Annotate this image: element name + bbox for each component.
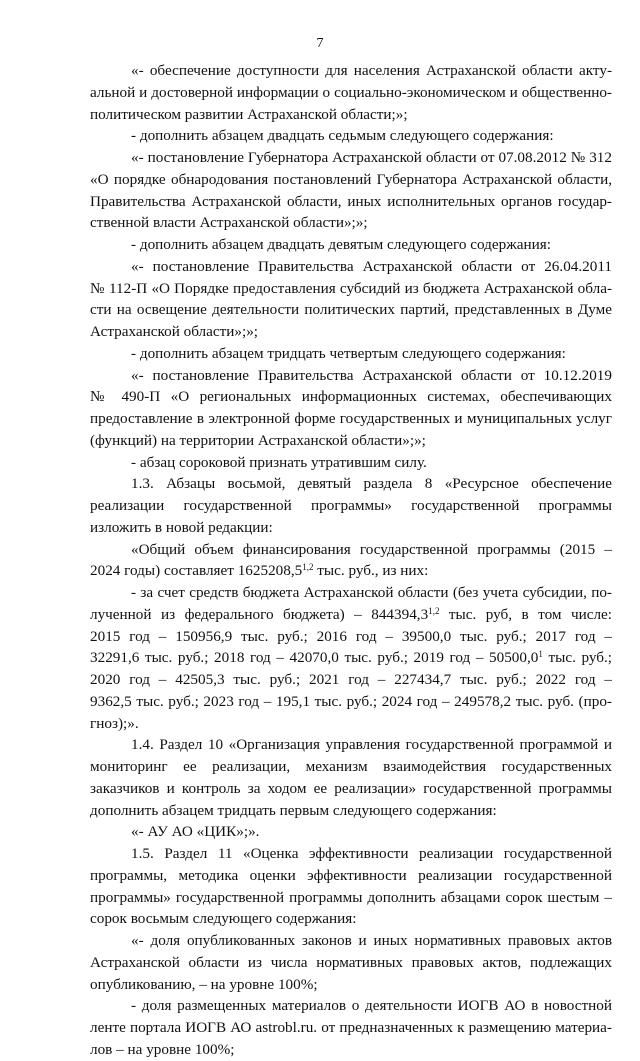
text-line-content: опубликованию, – на уровне 100%;: [90, 975, 318, 993]
text-line: [90, 147, 612, 169]
text-line-content: - за счет средств бюджета Астраханской области (без учета субсидии, по-: [131, 584, 612, 601]
text-line-content: ственной власти Астраханской области»;»;: [90, 214, 368, 232]
text-line: [90, 125, 612, 147]
text-line-content: Астраханской области»;»;: [90, 323, 259, 340]
text-line-content: 1.5. Раздел 11 «Оценка эффективности реализации государственной: [131, 845, 612, 862]
text-line-content: сти на освещение деятельности политических партий, представленных в Думе: [90, 301, 612, 319]
text-line-content: гноз);».: [90, 714, 139, 732]
text-line-content: 2015 год – 150956,9 тыс. руб.; 2016 год – 39500,0 тыс. руб.; 2017 год –: [90, 627, 612, 645]
text-line: [90, 60, 612, 82]
text-line: [90, 908, 612, 930]
text-line-content: 2020 год – 42505,3 тыс. руб.; 2021 год – 227434,7 тыс. руб.; 2022 год –: [90, 671, 612, 688]
text-line: [90, 169, 612, 191]
text-line: [90, 930, 612, 952]
text-line-content: лученной из федерального бюджета) – 844394,3: [90, 605, 429, 623]
text-line-content: - дополнить абзацем двадцать девятым следующего содержания:: [131, 236, 551, 253]
text-line-content: «- постановление Правительства Астраханской области от 10.12.2019: [131, 366, 612, 384]
text-line-content: мониторинг ее реализации, механизм взаимодействия государственных: [90, 758, 612, 775]
text-line-content: «Общий объем финансирования государственной программы (2015 –: [131, 540, 612, 558]
text-line: [90, 974, 612, 996]
text-line: [90, 321, 612, 343]
text-line: [90, 560, 612, 582]
text-line: [90, 234, 612, 256]
text-line-content: предоставление в электронной форме государственных и муниципальных услуг: [90, 410, 612, 427]
page-number: 7: [316, 36, 324, 51]
text-line-content: сорок восьмым следующего содержания:: [90, 910, 357, 928]
text-line-content: - абзац сороковой признать утратившим силу.: [131, 453, 427, 471]
text-line: [90, 430, 612, 452]
text-line: [90, 408, 612, 430]
text-line: [90, 82, 612, 104]
text-line: [90, 669, 612, 691]
text-line: [90, 539, 612, 561]
text-line: [90, 452, 612, 474]
text-line-content: «- постановление Губернатора Астраханской области от 07.08.2012 № 312: [131, 149, 612, 166]
text-line: [90, 365, 612, 387]
text-line-content: «- АУ АО «ЦИК»;».: [131, 823, 260, 841]
text-line-content: 1.3. Абзацы восьмой, девятый раздела 8 «Ресурсное обеспечение: [131, 475, 612, 493]
text-line-content: лов – на уровне 100%;: [90, 1040, 235, 1058]
text-line-content: изложить в новой редакции:: [90, 518, 273, 536]
text-line: [90, 778, 612, 800]
text-line: [90, 256, 612, 278]
text-line-content: (функций) на территории Астраханской области»;»;: [90, 431, 426, 449]
text-line: [90, 517, 612, 539]
text-line-content: «- постановление Правительства Астраханской области от 26.04.2011: [131, 257, 612, 275]
footnote-marker: 1,2: [428, 605, 440, 616]
text-line: [90, 212, 612, 234]
text-line: [90, 734, 612, 756]
text-line: [90, 1017, 612, 1039]
text-line: [90, 691, 612, 713]
text-line-content: дополнить абзацем тридцать первым следующего содержания:: [90, 801, 497, 819]
text-line: [90, 995, 612, 1017]
text-line-content: программы, методика оценки эффективности реализации государственной: [90, 866, 612, 884]
text-line-continuation: тыс. руб.;: [542, 649, 612, 667]
text-line: [90, 278, 612, 300]
text-line: [90, 843, 612, 865]
text-line-content: № 112-П «О Порядке предоставления субсидий из бюджета Астраханской обла-: [90, 279, 612, 297]
text-line-content: Правительства Астраханской области, иных исполнительных органов государ-: [90, 192, 612, 210]
text-line-content: 9362,5 тыс. руб.; 2023 год – 195,1 тыс. руб.; 2024 год – 249578,2 тыс. руб. (про-: [90, 692, 612, 710]
text-line-continuation: тыс. руб, в том числе:: [439, 605, 612, 623]
text-line-content: 2024 годы) составляет 1625208,5: [90, 562, 303, 580]
text-line: [90, 343, 612, 365]
text-line-content: реализации государственной программы» государственной программы: [90, 497, 612, 514]
text-line: [90, 952, 612, 974]
text-line: [90, 865, 612, 887]
text-line: [90, 299, 612, 321]
text-line: [90, 647, 612, 669]
text-line-content: «О порядке обнародования постановлений Губернатора Астраханской области,: [90, 170, 612, 188]
text-line-content: заказчиков и контроль за ходом ее реализации» государственной программы: [90, 779, 612, 797]
text-line: [90, 104, 612, 126]
text-line-content: - доля размещенных материалов о деятельности ИОГВ АО в новостной: [131, 997, 612, 1015]
text-line-content: № 490-П «О региональных информационных системах, обеспечивающих: [90, 388, 612, 406]
text-line: [90, 604, 612, 626]
text-line: [90, 473, 612, 495]
text-line-content: альной и достоверной информации о социально-экономическом и общественно-: [90, 83, 612, 101]
text-line: [90, 821, 612, 843]
document-body: [90, 60, 612, 1061]
text-line-content: - дополнить абзацем тридцать четвертым следующего содержания:: [131, 344, 566, 362]
text-line: [90, 582, 612, 604]
text-line: [90, 626, 612, 648]
footnote-marker: 1: [538, 649, 543, 660]
footnote-marker: 1,2: [302, 562, 314, 573]
text-line-content: «- доля опубликованных законов и иных нормативных правовых актов: [131, 932, 612, 949]
text-line-content: программы» государственной программы дополнить абзацами сорок шестым –: [90, 888, 612, 906]
text-line: [90, 386, 612, 408]
text-line: [90, 713, 612, 735]
text-line: [90, 756, 612, 778]
text-line: [90, 1039, 612, 1061]
text-line-content: политическом развитии Астраханской области;»;: [90, 105, 408, 123]
text-line: [90, 800, 612, 822]
text-line-content: Астраханской области из числа нормативных правовых актов, подлежащих: [90, 953, 612, 971]
text-line-content: 1.4. Раздел 10 «Организация управления государственной программой и: [131, 736, 612, 754]
text-line-content: - дополнить абзацем двадцать седьмым следующего содержания:: [131, 127, 554, 145]
text-line-content: ленте портала ИОГВ АО astrobl.ru. от предназначенных к размещению материа-: [90, 1019, 612, 1036]
text-line: [90, 191, 612, 213]
text-line: [90, 495, 612, 517]
text-line-continuation: тыс. руб., из них:: [313, 562, 429, 580]
text-line-content: 32291,6 тыс. руб.; 2018 год – 42070,0 тыс. руб.; 2019 год – 50500,0: [90, 649, 539, 667]
text-line-content: «- обеспечение доступности для населения Астраханской области акту-: [131, 62, 612, 79]
